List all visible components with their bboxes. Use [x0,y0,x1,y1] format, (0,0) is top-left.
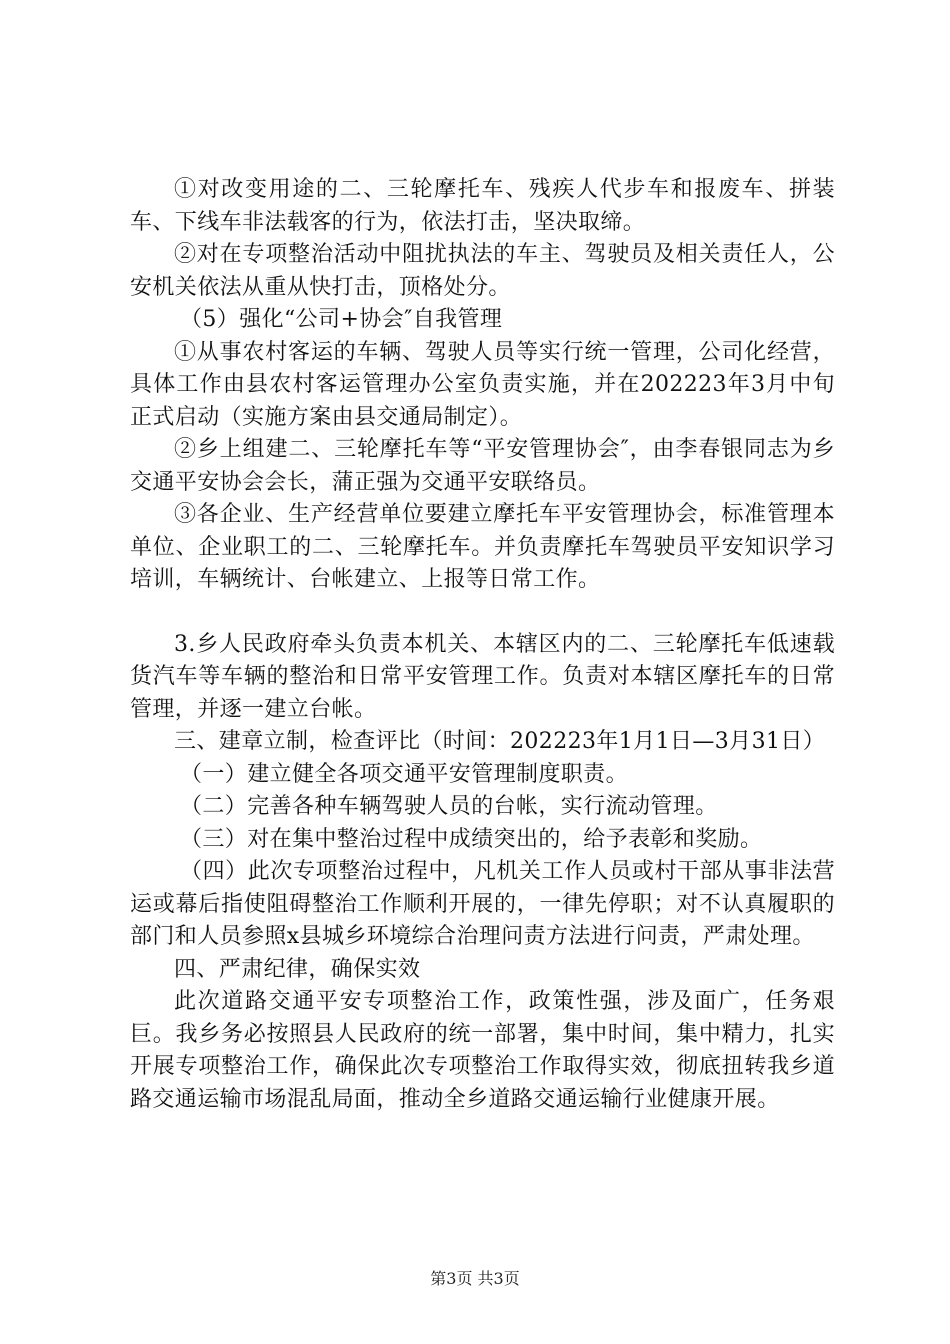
paragraph: ②对在专项整治活动中阻扰执法的车主、驾驶员及相关责任人，公安机关依法从重从快打击，顶格处分。 [130,242,835,300]
paragraph: ①对改变用途的二、三轮摩托车、残疾人代步车和报废车、拼装车、下线车非法载客的行为，依法打击，坚决取缔。 [130,177,835,235]
paragraph-gap [130,597,835,629]
paragraph: 3.乡人民政府牵头负责本机关、本辖区内的二、三轮摩托车低速载货汽车等车辆的整治和日常平安管理工作。负责对本辖区摩托车的日常管理，并逐一建立台帐。 [130,631,835,722]
section-heading: 四、严肃纪律，确保实效 [174,956,421,982]
paragraph: （二）完善各种车辆驾驶人员的台帐，实行流动管理。 [180,794,718,819]
paragraph: （四）此次专项整治过程中，凡机关工作人员或村干部从事非法营运或幕后指使阻碍整治工作顺利开展的，一律先停职；对不认真履职的部门和人员参照x县城乡环境综合治理问责方法进行问责，严肃处理。 [130,859,835,949]
page-number: 第3页 共3页 [430,1269,520,1288]
paragraph: （三）对在集中整治过程中成绩突出的，给予表彰和奖励。 [180,826,763,852]
paragraph: （5）强化“公司+协会″自我管理 [180,307,503,332]
paragraph: 此次道路交通平安专项整治工作，政策性强，涉及面广，任务艰巨。我乡务必按照县人民政府的统一部署，集中时间，集中精力，扎实开展专项整治工作，确保此次专项整治工作取得实效，彻底扭转我乡道路交通运输市场混乱局面，推动全乡道路交通运输行业健康开展。 [130,989,835,1112]
paragraph: （一）建立健全各项交通平安管理制度职责。 [180,761,629,787]
paragraph: ①从事农村客运的车辆、驾驶人员等实行统一管理，公司化经营，具体工作由县农村客运管理办公室负责实施，并在202223年3月中旬正式启动（实施方案由县交通局制定）。 [130,339,835,430]
paragraph: ③各企业、生产经营单位要建立摩托车平安管理协会，标准管理本单位、企业职工的二、三轮摩托车。并负责摩托车驾驶员平安知识学习培训，车辆统计、台帐建立、上报等日常工作。 [130,502,835,592]
document-body [130,174,835,1116]
section-heading: 三、建章立制，检查评比（时间：202223年1月1日—3月31日） [174,729,826,754]
paragraph: ②乡上组建二、三轮摩托车等“平安管理协会″，由李春银同志为乡交通平安协会会长，蒲正强为交通平安联络员。 [130,437,835,495]
